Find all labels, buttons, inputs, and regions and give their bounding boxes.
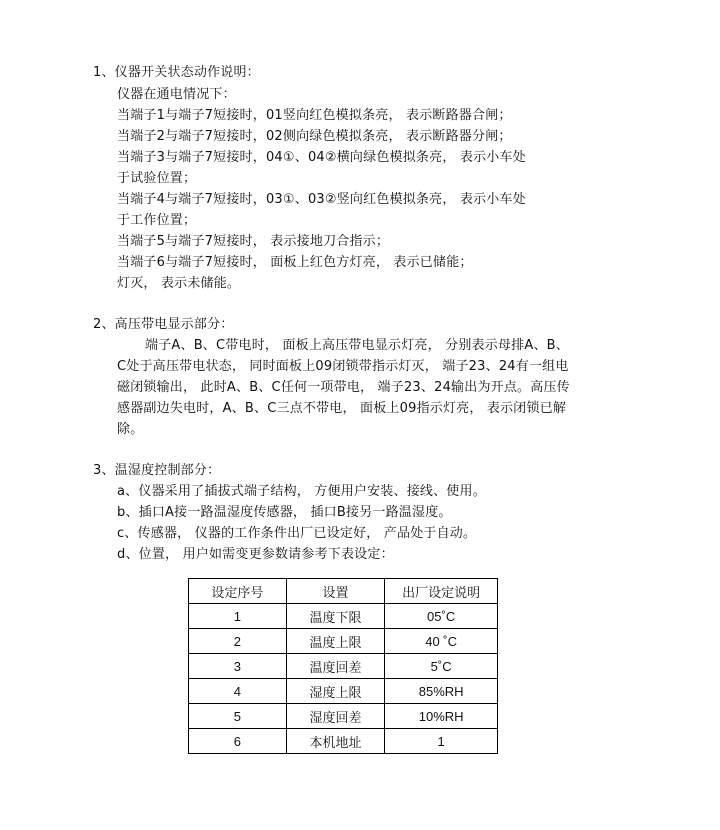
table-cell: 3 bbox=[189, 654, 287, 679]
table-row bbox=[189, 704, 498, 729]
table-cell: 温度回差 bbox=[286, 654, 385, 679]
table-row bbox=[189, 679, 498, 704]
table-cell: 1 bbox=[189, 604, 287, 629]
section1-line: 当端子5与端子7短接时， 表示接地刀合指示； bbox=[117, 234, 390, 249]
section1-line: 当端子3与端子7短接时，04①、04②横向绿色模拟条亮， 表示小车处 bbox=[117, 150, 526, 165]
table-cell: 4 bbox=[189, 679, 287, 704]
section1-line: 当端子6与端子7短接时， 面板上红色方灯亮， 表示已储能； bbox=[117, 255, 473, 270]
section2-line: 感器副边失电时，A、B、C三点不带电， 面板上09指示灯亮， 表示闭锁已解 bbox=[117, 401, 567, 416]
table-cell: 1 bbox=[385, 729, 498, 754]
section3-line: c、传感器， 仪器的工作条件出厂已设定好， 产品处于自动。 bbox=[117, 526, 477, 541]
table-cell: 湿度上限 bbox=[286, 679, 385, 704]
table-cell: 05˚C bbox=[385, 604, 498, 629]
table-row bbox=[189, 629, 498, 654]
section1-line: 于试验位置； bbox=[117, 171, 197, 186]
table-cell: 6 bbox=[189, 729, 287, 754]
table-row bbox=[189, 654, 498, 679]
table-row bbox=[189, 604, 498, 629]
table-cell: 2 bbox=[189, 629, 287, 654]
column-header: 出厂设定说明 bbox=[385, 579, 498, 604]
table-cell: 85%RH bbox=[385, 679, 498, 704]
section2-heading: 2、高压带电显示部分： bbox=[93, 317, 234, 332]
section1-line: 当端子4与端子7短接时，03①、03②竖向红色模拟条亮， 表示小车处 bbox=[117, 192, 526, 207]
section3-heading: 3、温湿度控制部分： bbox=[93, 463, 221, 478]
section2-line: C处于高压带电状态， 同时面板上09闭锁带指示灯灭， 端子23、24有一组电 bbox=[117, 359, 569, 374]
section1-line: 当端子1与端子7短接时，01竖向红色模拟条亮， 表示断路器合闸； bbox=[117, 108, 512, 123]
section3-line: b、插口A接一路温湿度传感器， 插口B接另一路温湿度。 bbox=[117, 505, 452, 520]
table-cell: 10%RH bbox=[385, 704, 498, 729]
section2-line: 端子A、B、C带电时， 面板上高压带电显示灯亮， 分别表示母排A、B、 bbox=[145, 338, 569, 353]
table-row bbox=[189, 729, 498, 754]
section2-line: 磁闭锁输出， 此时A、B、C任何一项带电， 端子23、24输出为开点。高压传 bbox=[117, 380, 570, 395]
section1-line: 仪器在通电情况下： bbox=[117, 87, 236, 102]
table-cell: 40 ˚C bbox=[385, 629, 498, 654]
section3-line: a、仪器采用了插拔式端子结构， 方便用户安装、接线、使用。 bbox=[117, 484, 486, 499]
table-cell: 温度下限 bbox=[286, 604, 385, 629]
settings-table bbox=[188, 578, 498, 754]
column-header: 设置 bbox=[286, 579, 385, 604]
table-cell: 本机地址 bbox=[286, 729, 385, 754]
table-cell: 温度上限 bbox=[286, 629, 385, 654]
table-cell: 5˚C bbox=[385, 654, 498, 679]
section1-heading: 1、仪器开关状态动作说明： bbox=[93, 65, 260, 80]
table-cell: 湿度回差 bbox=[286, 704, 385, 729]
table-cell: 5 bbox=[189, 704, 287, 729]
table-header-row bbox=[189, 579, 498, 604]
column-header: 设定序号 bbox=[189, 579, 287, 604]
section3-line: d、位置， 用户如需变更参数请参考下表设定： bbox=[117, 547, 394, 562]
section1-line: 当端子2与端子7短接时，02侧向绿色模拟条亮， 表示断路器分闸； bbox=[117, 129, 512, 144]
section2-line: 除。 bbox=[117, 422, 144, 437]
section1-line: 灯灭， 表示未储能。 bbox=[117, 276, 241, 291]
section1-line: 于工作位置； bbox=[117, 213, 197, 228]
